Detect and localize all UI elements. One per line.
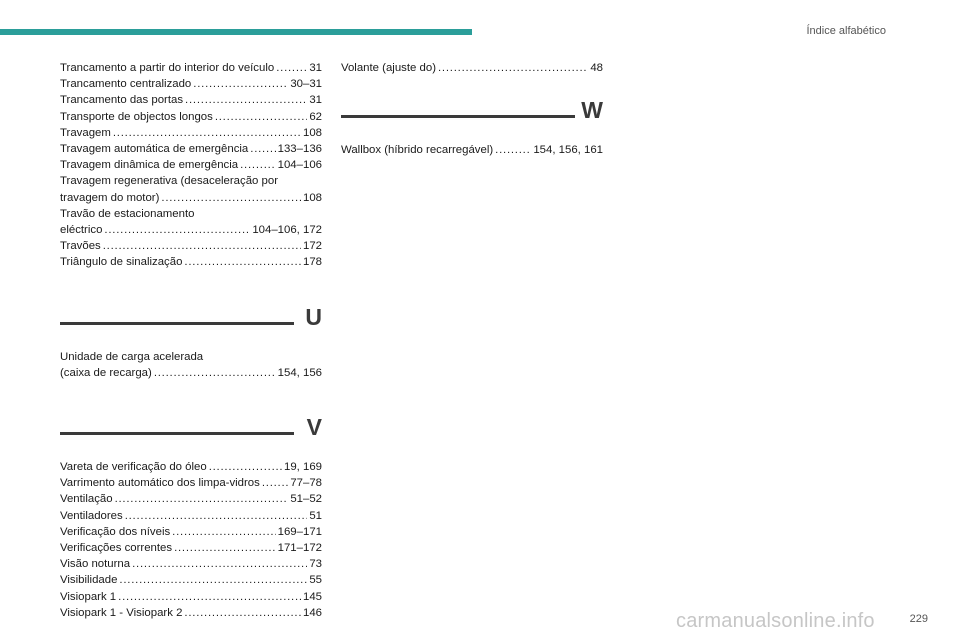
index-entry-name: eléctrico	[60, 224, 103, 237]
dot-leader	[103, 238, 301, 254]
dot-leader	[250, 141, 275, 157]
index-entry	[60, 491, 322, 507]
index-entry-pages: 73	[309, 558, 322, 571]
page-number: 229	[909, 613, 928, 625]
index-entry	[341, 142, 603, 158]
index-entry-pages: 146	[302, 606, 322, 619]
index-entry-pages: 30–31	[290, 78, 322, 91]
section-rule	[341, 115, 575, 118]
index-entry	[60, 190, 322, 206]
index-entry-pages: 169–171	[277, 525, 322, 538]
dot-leader	[184, 254, 301, 270]
section-rule	[60, 432, 294, 435]
header-title: Índice alfabético	[806, 25, 886, 37]
entries-w	[341, 142, 603, 158]
section-u-header	[60, 305, 322, 349]
dot-leader	[119, 572, 307, 588]
index-entry-name: Trancamento das portas	[60, 94, 184, 107]
dot-leader	[104, 222, 250, 238]
header-accent-bar	[0, 29, 472, 35]
index-entry-name: Wallbox (híbrido recarregável)	[341, 144, 494, 157]
index-entry-name: travagem do motor)	[60, 191, 160, 204]
index-entry-pages: 19, 169	[283, 461, 322, 474]
index-entry	[60, 222, 322, 238]
dot-leader	[193, 76, 288, 92]
index-entry-name: Travões	[60, 240, 101, 253]
dot-leader	[184, 605, 301, 621]
index-entry	[60, 60, 322, 76]
index-entry-name: Visiopark 1	[60, 590, 117, 603]
dot-leader	[174, 540, 276, 556]
dot-leader	[215, 109, 308, 125]
index-entry-name: Ventiladores	[60, 509, 123, 522]
index-entry-pages: 104–106, 172	[252, 224, 322, 237]
section-rule	[60, 322, 294, 325]
index-entry-pages: 31	[309, 62, 322, 74]
index-entry-pages: 108	[302, 191, 322, 204]
section-w-header	[341, 98, 603, 142]
index-entry-pages: 104–106	[277, 159, 322, 172]
index-entry-name: Verificações correntes	[60, 542, 173, 555]
index-entry	[60, 238, 322, 254]
index-entry	[60, 605, 322, 621]
index-entry-pages: 154, 156	[277, 366, 322, 379]
index-entry-pages: 145	[302, 590, 322, 603]
dot-leader	[262, 475, 288, 491]
index-entry-pages: 51	[309, 509, 322, 522]
index-entry	[60, 508, 322, 524]
dot-leader	[125, 508, 308, 524]
index-entry-name: Trancamento a partir do interior do veículo	[60, 62, 275, 74]
index-entry	[60, 109, 322, 125]
dot-leader	[240, 157, 276, 173]
entries-u	[60, 349, 322, 381]
index-entry-pages: 133–136	[277, 143, 322, 156]
index-entry	[60, 556, 322, 572]
section-letter-u: U	[305, 303, 322, 330]
right-column	[341, 60, 603, 158]
entries-v-continued	[341, 60, 603, 76]
index-entry	[60, 589, 322, 605]
index-entry-name: Varrimento automático dos limpa-vidros	[60, 477, 260, 490]
dot-leader	[209, 459, 282, 475]
index-entry-name: Transporte de objectos longos	[60, 110, 213, 123]
index-entry	[60, 475, 322, 491]
index-entry	[60, 92, 322, 108]
entries-t	[60, 60, 322, 271]
section-letter-w: W	[581, 97, 603, 124]
index-entry-pages: 77–78	[290, 477, 322, 490]
index-entry-name: Verificação dos níveis	[60, 525, 171, 538]
index-entry-name: (caixa de recarga)	[60, 366, 152, 379]
dot-leader	[118, 589, 301, 605]
index-entry-pages: 178	[302, 256, 322, 269]
dot-leader	[438, 60, 588, 76]
index-entry-name: Visibilidade	[60, 574, 118, 587]
index-entry-pages: 154, 156, 161	[533, 144, 603, 157]
index-entry-pages: 55	[309, 574, 322, 587]
index-entry-name: Ventilação	[60, 493, 113, 506]
index-entry-line1: Travão de estacionamento	[60, 207, 195, 220]
index-entry	[60, 157, 322, 173]
index-entry-pages: 108	[302, 126, 322, 139]
dot-leader	[185, 92, 307, 108]
index-entry-line1: Travagem regenerativa (desaceleração por	[60, 175, 279, 188]
index-entry-pages: 171–172	[277, 542, 322, 555]
section-v-header	[60, 415, 322, 459]
index-entry-name: Travagem dinâmica de emergência	[60, 159, 239, 172]
index-entry-pages: 31	[309, 94, 322, 107]
dot-leader	[132, 556, 307, 572]
index-entry-pages: 62	[309, 110, 322, 123]
dot-leader	[115, 491, 289, 507]
index-entry-name: Vareta de verificação do óleo	[60, 461, 207, 474]
index-entry	[60, 365, 322, 381]
section-letter-v: V	[306, 414, 322, 441]
dot-leader	[495, 142, 531, 158]
index-entry	[60, 524, 322, 540]
dot-leader	[154, 365, 276, 381]
index-entry	[341, 60, 603, 76]
watermark: carmanualsonline.info	[676, 610, 875, 632]
index-entry-name: Travagem	[60, 126, 111, 139]
index-entry-name: Volante (ajuste do)	[341, 62, 436, 74]
dot-leader	[113, 125, 301, 141]
dot-leader	[276, 60, 307, 76]
index-entry-pages: 51–52	[290, 493, 322, 506]
left-column	[60, 60, 322, 621]
dot-leader	[161, 190, 301, 206]
index-entry-name: Trancamento centralizado	[60, 78, 192, 91]
index-entry-name: Visão noturna	[60, 558, 131, 571]
index-entry	[60, 76, 322, 92]
index-entry	[60, 540, 322, 556]
index-entry-name: Triângulo de sinalização	[60, 256, 183, 269]
index-entry	[60, 125, 322, 141]
index-entry	[60, 254, 322, 270]
index-entry	[60, 572, 322, 588]
dot-leader	[172, 524, 275, 540]
entries-v	[60, 459, 322, 621]
index-entry-name: Travagem automática de emergência	[60, 143, 249, 156]
index-entry-pages: 172	[302, 240, 322, 253]
index-entry	[60, 459, 322, 475]
index-entry	[60, 141, 322, 157]
index-entry-line1: Unidade de carga acelerada	[60, 350, 204, 363]
index-entry-pages: 48	[590, 62, 603, 74]
index-entry-name: Visiopark 1 - Visiopark 2	[60, 606, 183, 619]
